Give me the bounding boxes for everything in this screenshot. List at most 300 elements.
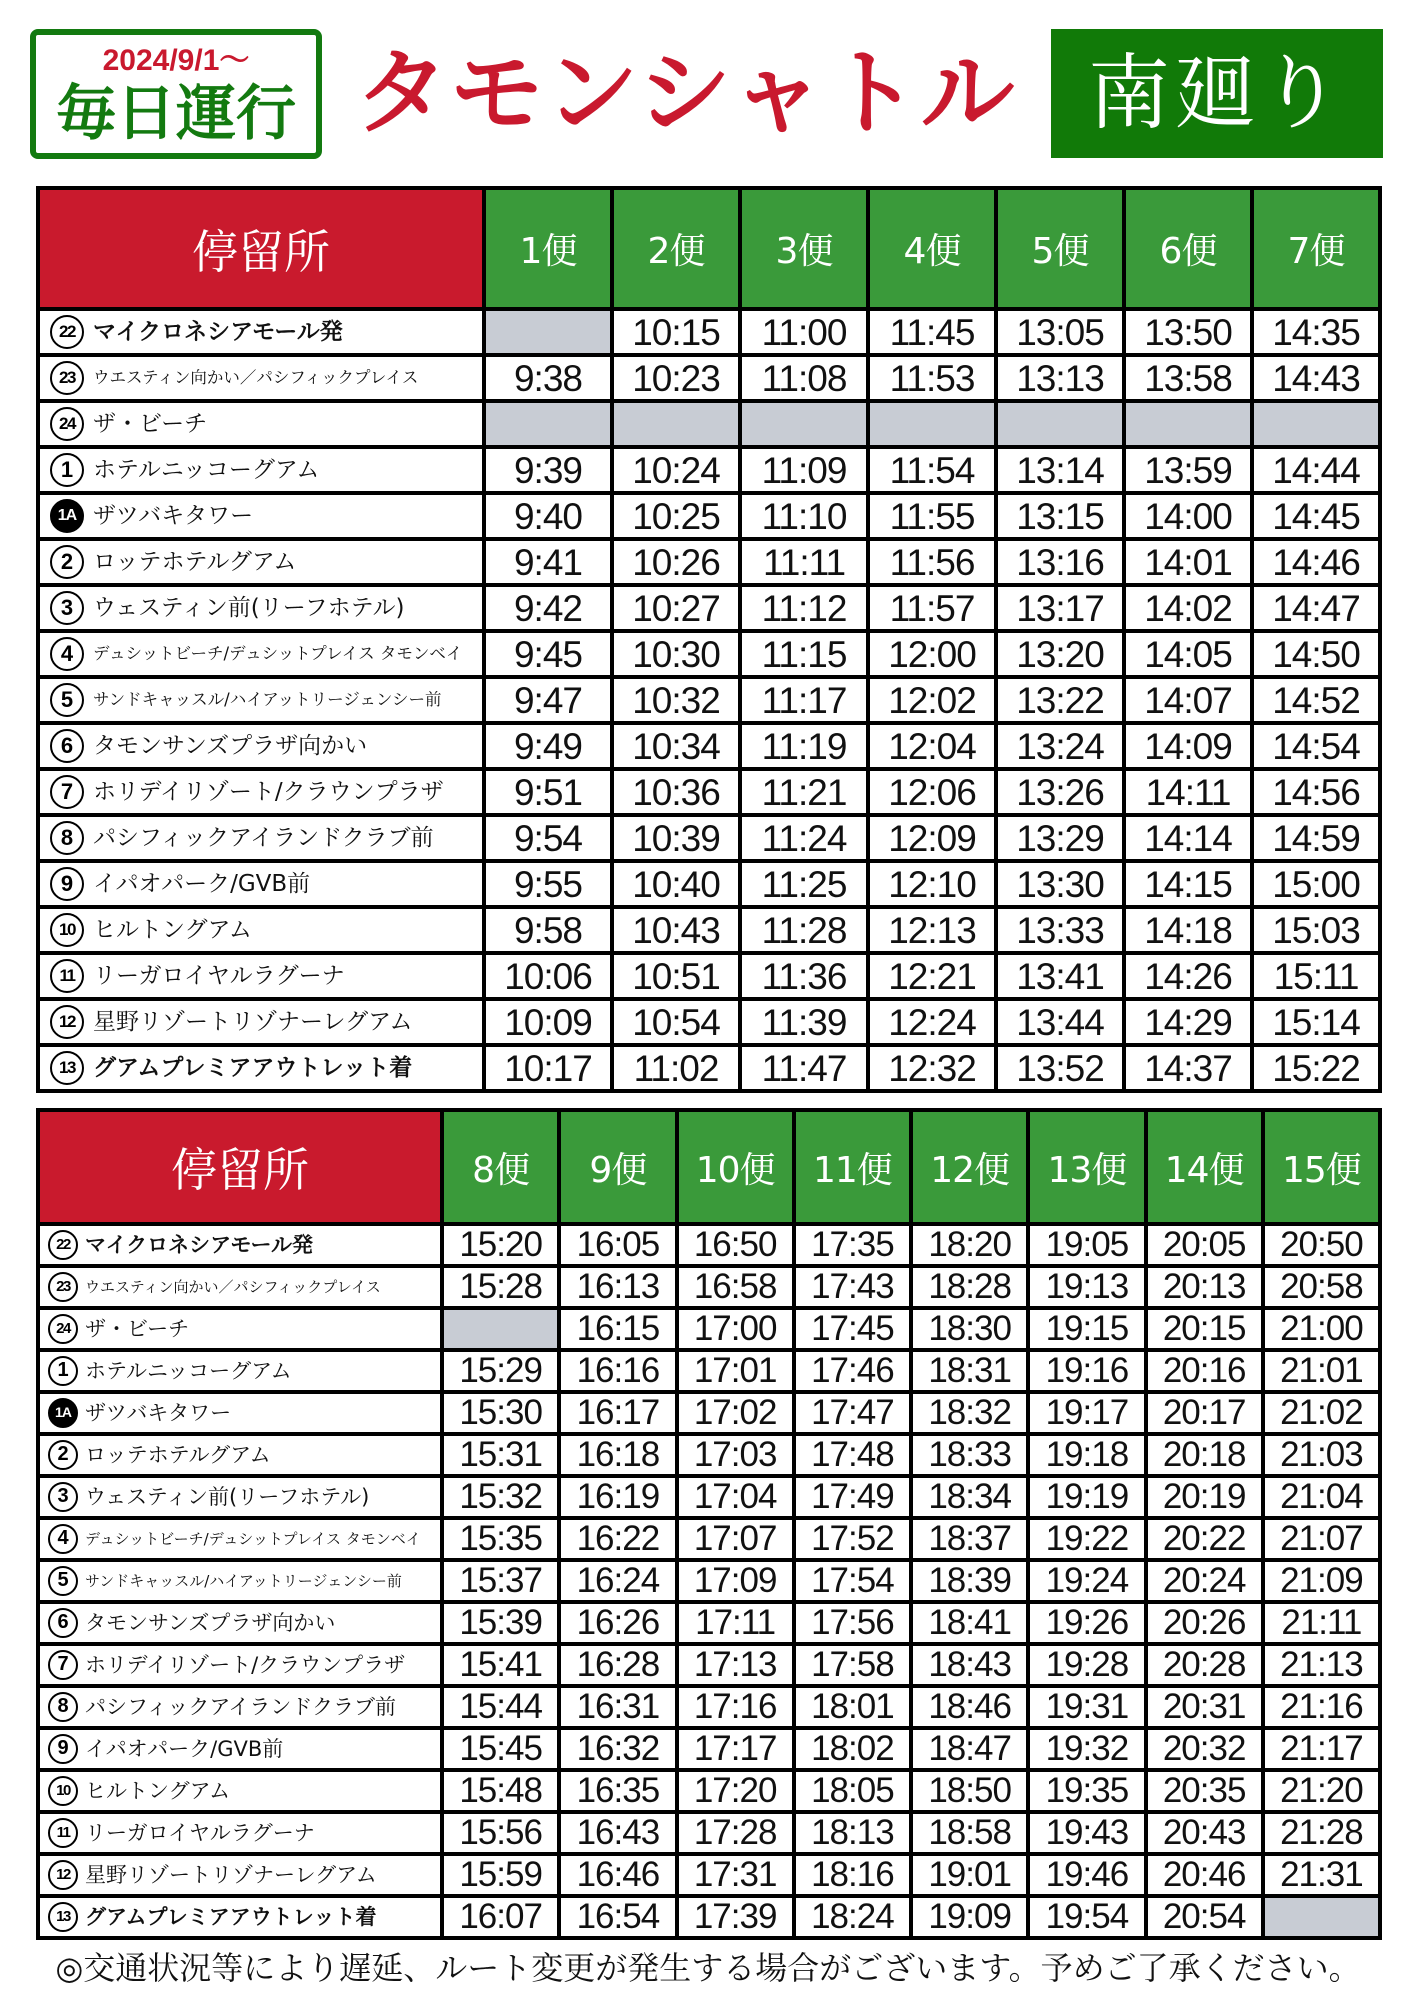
time-cell: 13:44 — [996, 999, 1124, 1045]
stop-name: ヒルトングアム — [85, 1779, 231, 1803]
stop-cell — [38, 1728, 442, 1770]
stop-cell — [38, 907, 484, 953]
table-row — [38, 1266, 1380, 1308]
time-cell: 20:54 — [1146, 1896, 1263, 1938]
table-row — [38, 631, 1380, 677]
circled-number-icon: 3 — [48, 1482, 78, 1512]
trip-column-header: 7便 — [1252, 188, 1380, 309]
time-cell: 17:46 — [794, 1350, 911, 1392]
stop-name: ウエスティン向かい／パシフィックプレイス — [85, 1278, 381, 1296]
time-cell: 16:07 — [442, 1896, 559, 1938]
table-row — [38, 1728, 1380, 1770]
circled-number-icon: 1 — [48, 1356, 78, 1386]
stop-name: サンドキャッスル/ハイアットリージェンシー前 — [85, 1572, 402, 1590]
trip-column-header: 6便 — [1124, 188, 1252, 309]
stop-name: ホリデイリゾート/クラウンプラザ — [85, 1653, 406, 1677]
time-cell: 11:24 — [740, 815, 868, 861]
time-cell: 19:01 — [911, 1854, 1028, 1896]
time-cell: 21:28 — [1263, 1812, 1380, 1854]
time-cell: 14:29 — [1124, 999, 1252, 1045]
time-cell: 21:13 — [1263, 1644, 1380, 1686]
stop-name: パシフィックアイランドクラブ前 — [85, 1695, 397, 1719]
stop-column-header: 停留所 — [38, 1110, 442, 1224]
trip-column-header: 15便 — [1263, 1110, 1380, 1224]
stop-cell — [38, 723, 484, 769]
time-cell — [1263, 1896, 1380, 1938]
stop-cell — [38, 585, 484, 631]
circled-number-icon: 1 — [50, 453, 84, 487]
circled-number-icon: 10 — [48, 1776, 78, 1806]
time-cell: 19:54 — [1028, 1896, 1145, 1938]
time-cell: 20:15 — [1146, 1308, 1263, 1350]
table-row — [38, 309, 1380, 355]
time-cell: 11:28 — [740, 907, 868, 953]
time-cell: 16:46 — [559, 1854, 676, 1896]
time-cell: 18:50 — [911, 1770, 1028, 1812]
time-cell: 9:58 — [484, 907, 612, 953]
time-cell: 10:30 — [612, 631, 740, 677]
stop-cell — [38, 355, 484, 401]
time-cell: 12:04 — [868, 723, 996, 769]
time-cell: 14:45 — [1252, 493, 1380, 539]
stop-name: リーガロイヤルラグーナ — [93, 963, 345, 989]
table-row — [38, 769, 1380, 815]
time-cell: 18:33 — [911, 1434, 1028, 1476]
time-cell: 14:56 — [1252, 769, 1380, 815]
time-cell: 20:05 — [1146, 1224, 1263, 1266]
time-cell: 21:04 — [1263, 1476, 1380, 1518]
stop-name: マイクロネシアモール発 — [93, 319, 343, 345]
circled-number-icon: 4 — [50, 637, 84, 671]
time-cell: 21:02 — [1263, 1392, 1380, 1434]
time-cell: 14:59 — [1252, 815, 1380, 861]
time-cell: 14:01 — [1124, 539, 1252, 585]
time-cell: 12:21 — [868, 953, 996, 999]
time-cell: 13:17 — [996, 585, 1124, 631]
time-cell: 19:35 — [1028, 1770, 1145, 1812]
circled-number-icon: 6 — [48, 1608, 78, 1638]
time-cell: 18:32 — [911, 1392, 1028, 1434]
table-row — [38, 401, 1380, 447]
time-cell: 11:12 — [740, 585, 868, 631]
time-cell: 18:30 — [911, 1308, 1028, 1350]
table-row — [38, 1434, 1380, 1476]
table-row — [38, 723, 1380, 769]
circled-number-icon: 6 — [50, 729, 84, 763]
time-cell: 15:31 — [442, 1434, 559, 1476]
time-cell — [484, 401, 612, 447]
table-row — [38, 1350, 1380, 1392]
time-cell: 12:00 — [868, 631, 996, 677]
time-cell: 20:26 — [1146, 1602, 1263, 1644]
circled-number-icon: 23 — [48, 1272, 78, 1302]
stop-cell — [38, 309, 484, 355]
stop-name: ロッテホテルグアム — [93, 549, 297, 575]
time-cell: 21:03 — [1263, 1434, 1380, 1476]
circled-number-icon: 11 — [50, 959, 84, 993]
time-cell: 20:43 — [1146, 1812, 1263, 1854]
time-cell: 20:13 — [1146, 1266, 1263, 1308]
time-cell: 17:09 — [677, 1560, 794, 1602]
trip-column-header: 4便 — [868, 188, 996, 309]
time-cell: 19:22 — [1028, 1518, 1145, 1560]
time-cell: 10:15 — [612, 309, 740, 355]
filled-circle-number-icon: 1A — [48, 1398, 78, 1428]
stop-cell — [38, 861, 484, 907]
stop-name: ザツバキタワー — [85, 1401, 232, 1425]
time-cell: 13:13 — [996, 355, 1124, 401]
time-cell: 20:35 — [1146, 1770, 1263, 1812]
time-cell: 14:52 — [1252, 677, 1380, 723]
stop-cell — [38, 1350, 442, 1392]
time-cell: 17:13 — [677, 1644, 794, 1686]
time-cell: 19:15 — [1028, 1308, 1145, 1350]
stop-name: イパオパーク/GVB前 — [85, 1737, 284, 1761]
time-cell: 20:58 — [1263, 1266, 1380, 1308]
time-cell: 19:18 — [1028, 1434, 1145, 1476]
time-cell: 17:17 — [677, 1728, 794, 1770]
stop-cell — [38, 1812, 442, 1854]
time-cell: 14:02 — [1124, 585, 1252, 631]
page-title: タモンシャトル — [354, 39, 1016, 148]
time-cell: 9:40 — [484, 493, 612, 539]
table-row — [38, 1602, 1380, 1644]
time-cell — [484, 309, 612, 355]
stop-cell — [38, 1476, 442, 1518]
time-cell — [1124, 401, 1252, 447]
table-row — [38, 907, 1380, 953]
time-cell: 11:11 — [740, 539, 868, 585]
stop-name: デュシットビーチ/デュシットプレイス タモンベイ — [85, 1530, 421, 1548]
time-cell: 18:34 — [911, 1476, 1028, 1518]
time-cell: 13:22 — [996, 677, 1124, 723]
time-cell: 20:16 — [1146, 1350, 1263, 1392]
trip-column-header: 11便 — [794, 1110, 911, 1224]
table-row — [38, 1518, 1380, 1560]
time-cell: 9:38 — [484, 355, 612, 401]
stop-name: タモンサンズプラザ向かい — [85, 1611, 336, 1635]
time-cell: 14:44 — [1252, 447, 1380, 493]
time-cell: 16:58 — [677, 1266, 794, 1308]
time-cell: 21:09 — [1263, 1560, 1380, 1602]
time-cell: 16:24 — [559, 1560, 676, 1602]
time-cell: 20:28 — [1146, 1644, 1263, 1686]
circled-number-icon: 2 — [48, 1440, 78, 1470]
stop-name: リーガロイヤルラグーナ — [85, 1821, 315, 1845]
time-cell: 18:46 — [911, 1686, 1028, 1728]
time-cell: 15:00 — [1252, 861, 1380, 907]
stop-name: 星野リゾートリゾナーレグアム — [85, 1863, 377, 1887]
daily-operation-label: 毎日運行 — [56, 79, 296, 149]
time-cell: 16:43 — [559, 1812, 676, 1854]
time-cell: 13:24 — [996, 723, 1124, 769]
stop-cell — [38, 953, 484, 999]
circled-number-icon: 13 — [50, 1051, 84, 1085]
time-cell: 14:46 — [1252, 539, 1380, 585]
trip-column-header: 12便 — [911, 1110, 1028, 1224]
time-cell: 15:41 — [442, 1644, 559, 1686]
trip-column-header: 3便 — [740, 188, 868, 309]
stop-cell — [38, 447, 484, 493]
time-cell: 20:22 — [1146, 1518, 1263, 1560]
stop-name: デュシットビーチ/デュシットプレイス タモンベイ — [93, 644, 463, 663]
time-cell: 20:32 — [1146, 1728, 1263, 1770]
time-cell: 15:28 — [442, 1266, 559, 1308]
time-cell: 11:17 — [740, 677, 868, 723]
filled-circle-number-icon: 1A — [50, 499, 84, 533]
circled-number-icon: 22 — [50, 315, 84, 349]
time-cell: 15:35 — [442, 1518, 559, 1560]
time-cell: 9:41 — [484, 539, 612, 585]
table-row — [38, 1392, 1380, 1434]
time-cell: 18:31 — [911, 1350, 1028, 1392]
time-cell — [1252, 401, 1380, 447]
time-cell: 14:35 — [1252, 309, 1380, 355]
time-cell: 20:17 — [1146, 1392, 1263, 1434]
time-cell: 17:20 — [677, 1770, 794, 1812]
time-cell: 17:54 — [794, 1560, 911, 1602]
time-cell: 21:31 — [1263, 1854, 1380, 1896]
time-cell: 18:41 — [911, 1602, 1028, 1644]
time-cell: 13:33 — [996, 907, 1124, 953]
time-cell: 17:45 — [794, 1308, 911, 1350]
time-cell: 16:50 — [677, 1224, 794, 1266]
time-cell: 17:58 — [794, 1644, 911, 1686]
time-cell: 17:00 — [677, 1308, 794, 1350]
time-cell: 11:47 — [740, 1045, 868, 1091]
table-row — [38, 677, 1380, 723]
time-cell: 11:54 — [868, 447, 996, 493]
time-cell: 10:06 — [484, 953, 612, 999]
time-cell: 18:24 — [794, 1896, 911, 1938]
time-cell: 16:31 — [559, 1686, 676, 1728]
time-cell: 17:03 — [677, 1434, 794, 1476]
stop-name: ヒルトングアム — [93, 917, 252, 943]
time-cell: 16:18 — [559, 1434, 676, 1476]
time-cell: 11:57 — [868, 585, 996, 631]
time-cell: 21:17 — [1263, 1728, 1380, 1770]
time-cell: 15:48 — [442, 1770, 559, 1812]
time-cell: 14:54 — [1252, 723, 1380, 769]
time-cell: 19:32 — [1028, 1728, 1145, 1770]
time-cell: 17:02 — [677, 1392, 794, 1434]
circled-number-icon: 24 — [50, 407, 84, 441]
time-cell: 21:07 — [1263, 1518, 1380, 1560]
stop-cell — [38, 1518, 442, 1560]
stop-name: タモンサンズプラザ向かい — [93, 733, 368, 759]
stop-cell — [38, 1266, 442, 1308]
effective-date: 2024/9/1～ — [102, 44, 250, 77]
time-cell: 14:07 — [1124, 677, 1252, 723]
time-cell: 10:24 — [612, 447, 740, 493]
time-cell: 18:43 — [911, 1644, 1028, 1686]
time-cell: 20:31 — [1146, 1686, 1263, 1728]
table-row — [38, 1896, 1380, 1938]
stop-cell — [38, 999, 484, 1045]
time-cell: 15:20 — [442, 1224, 559, 1266]
time-cell: 12:24 — [868, 999, 996, 1045]
table-row — [38, 1476, 1380, 1518]
time-cell: 16:32 — [559, 1728, 676, 1770]
time-cell: 13:20 — [996, 631, 1124, 677]
stop-cell — [38, 1854, 442, 1896]
time-cell — [612, 401, 740, 447]
time-cell: 15:59 — [442, 1854, 559, 1896]
time-cell: 10:36 — [612, 769, 740, 815]
time-cell: 9:49 — [484, 723, 612, 769]
time-cell: 14:09 — [1124, 723, 1252, 769]
stop-cell — [38, 1560, 442, 1602]
time-cell: 15:22 — [1252, 1045, 1380, 1091]
stop-name: ザツバキタワー — [93, 503, 254, 529]
table-header-row — [38, 188, 1380, 309]
time-cell: 16:35 — [559, 1770, 676, 1812]
time-cell: 10:17 — [484, 1045, 612, 1091]
time-cell: 11:56 — [868, 539, 996, 585]
time-cell: 19:09 — [911, 1896, 1028, 1938]
time-cell: 15:44 — [442, 1686, 559, 1728]
time-cell: 14:50 — [1252, 631, 1380, 677]
stop-name: グアムプレミアアウトレット着 — [85, 1905, 377, 1929]
time-cell: 18:13 — [794, 1812, 911, 1854]
stop-name: ロッテホテルグアム — [85, 1443, 271, 1467]
circled-number-icon: 4 — [48, 1524, 78, 1554]
time-cell: 14:47 — [1252, 585, 1380, 631]
time-cell: 15:03 — [1252, 907, 1380, 953]
stop-name: ウェスティン前(リーフホテル) — [85, 1485, 370, 1509]
time-cell: 11:53 — [868, 355, 996, 401]
time-cell: 20:50 — [1263, 1224, 1380, 1266]
time-cell: 20:18 — [1146, 1434, 1263, 1476]
time-cell: 16:28 — [559, 1644, 676, 1686]
time-cell: 18:05 — [794, 1770, 911, 1812]
stop-cell — [38, 1644, 442, 1686]
time-cell: 14:14 — [1124, 815, 1252, 861]
trip-column-header: 1便 — [484, 188, 612, 309]
time-cell: 9:55 — [484, 861, 612, 907]
stop-cell — [38, 769, 484, 815]
time-cell: 13:30 — [996, 861, 1124, 907]
time-cell: 17:35 — [794, 1224, 911, 1266]
timetable-trips-8-15 — [36, 1108, 1382, 1940]
time-cell: 15:32 — [442, 1476, 559, 1518]
time-cell: 9:47 — [484, 677, 612, 723]
time-cell: 13:29 — [996, 815, 1124, 861]
circled-number-icon: 22 — [48, 1230, 78, 1260]
time-cell: 18:02 — [794, 1728, 911, 1770]
time-cell: 19:17 — [1028, 1392, 1145, 1434]
time-cell: 11:02 — [612, 1045, 740, 1091]
table-row — [38, 1686, 1380, 1728]
stop-cell — [38, 539, 484, 585]
stop-cell — [38, 1770, 442, 1812]
time-cell: 19:16 — [1028, 1350, 1145, 1392]
circled-number-icon: 10 — [50, 913, 84, 947]
time-cell: 14:26 — [1124, 953, 1252, 999]
time-cell: 15:39 — [442, 1602, 559, 1644]
time-cell — [996, 401, 1124, 447]
time-cell: 11:25 — [740, 861, 868, 907]
time-cell: 16:17 — [559, 1392, 676, 1434]
time-cell — [740, 401, 868, 447]
table-header-row — [38, 1110, 1380, 1224]
time-cell — [868, 401, 996, 447]
stop-name: ザ・ビーチ — [93, 411, 208, 437]
time-cell: 21:16 — [1263, 1686, 1380, 1728]
stop-name: ウエスティン向かい／パシフィックプレイス — [93, 368, 419, 387]
time-cell: 11:08 — [740, 355, 868, 401]
time-cell: 9:51 — [484, 769, 612, 815]
time-cell: 21:01 — [1263, 1350, 1380, 1392]
trip-column-header: 8便 — [442, 1110, 559, 1224]
footer-note: ◎交通状況等により遅延、ルート変更が発生する場合がございます。予めご了承ください。 — [55, 1949, 1361, 1987]
circled-number-icon: 24 — [48, 1314, 78, 1344]
circled-number-icon: 12 — [50, 1005, 84, 1039]
time-cell: 18:28 — [911, 1266, 1028, 1308]
time-cell: 12:32 — [868, 1045, 996, 1091]
time-cell: 9:42 — [484, 585, 612, 631]
time-cell: 16:05 — [559, 1224, 676, 1266]
time-cell: 13:14 — [996, 447, 1124, 493]
time-cell: 20:24 — [1146, 1560, 1263, 1602]
time-cell: 13:41 — [996, 953, 1124, 999]
circled-number-icon: 5 — [50, 683, 84, 717]
time-cell: 18:58 — [911, 1812, 1028, 1854]
time-cell: 14:05 — [1124, 631, 1252, 677]
circled-number-icon: 8 — [50, 821, 84, 855]
time-cell: 11:55 — [868, 493, 996, 539]
time-cell: 16:16 — [559, 1350, 676, 1392]
trip-column-header: 13便 — [1028, 1110, 1145, 1224]
time-cell — [442, 1308, 559, 1350]
time-cell: 17:47 — [794, 1392, 911, 1434]
time-cell: 16:13 — [559, 1266, 676, 1308]
stop-cell — [38, 1045, 484, 1091]
daily-operation-badge — [30, 29, 322, 159]
circled-number-icon: 3 — [50, 591, 84, 625]
time-cell: 13:52 — [996, 1045, 1124, 1091]
trip-column-header: 10便 — [677, 1110, 794, 1224]
circled-number-icon: 9 — [50, 867, 84, 901]
time-cell: 10:27 — [612, 585, 740, 631]
circled-number-icon: 11 — [48, 1818, 78, 1848]
circled-number-icon: 12 — [48, 1860, 78, 1890]
time-cell: 18:47 — [911, 1728, 1028, 1770]
time-cell: 17:39 — [677, 1896, 794, 1938]
time-cell: 10:09 — [484, 999, 612, 1045]
time-cell: 11:15 — [740, 631, 868, 677]
time-cell: 11:36 — [740, 953, 868, 999]
stop-cell — [38, 677, 484, 723]
time-cell: 21:20 — [1263, 1770, 1380, 1812]
time-cell: 17:52 — [794, 1518, 911, 1560]
circled-number-icon: 23 — [50, 361, 84, 395]
time-cell: 9:45 — [484, 631, 612, 677]
time-cell: 15:45 — [442, 1728, 559, 1770]
time-cell: 14:37 — [1124, 1045, 1252, 1091]
time-cell: 17:07 — [677, 1518, 794, 1560]
time-cell: 17:28 — [677, 1812, 794, 1854]
stop-name: パシフィックアイランドクラブ前 — [93, 825, 434, 851]
time-cell: 11:39 — [740, 999, 868, 1045]
stop-cell — [38, 1686, 442, 1728]
time-cell: 11:45 — [868, 309, 996, 355]
trip-column-header: 2便 — [612, 188, 740, 309]
time-cell: 21:00 — [1263, 1308, 1380, 1350]
circled-number-icon: 7 — [50, 775, 84, 809]
table-row — [38, 539, 1380, 585]
time-cell: 19:26 — [1028, 1602, 1145, 1644]
